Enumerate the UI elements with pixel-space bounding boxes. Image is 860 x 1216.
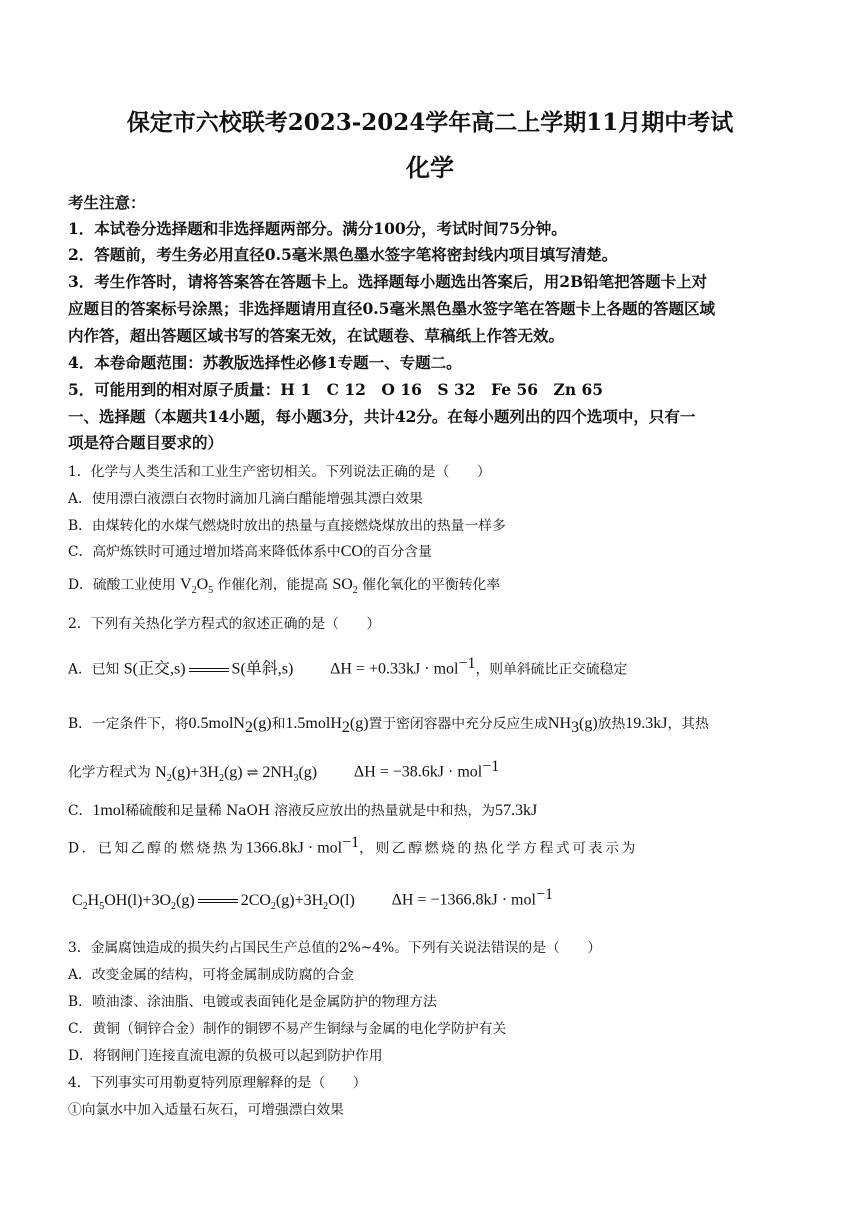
question-1-option-c: C．高炉炼铁时可通过增加塔高来降低体系中CO的百分含量	[68, 543, 432, 560]
question-3-option-d: D．将钢闸门连接直流电源的负极可以起到防护作用	[68, 1048, 383, 1064]
question-3-option-a: A．改变金属的结构，可将金属制成防腐的合金	[68, 967, 354, 983]
notice-item: 3．考生作答时，请将答案答在答题卡上。选择题每小题选出答案后，用2B铅笔把答题卡上对	[68, 272, 708, 291]
notice-heading: 考生注意：	[68, 193, 146, 212]
exam-title: 保定市六校联考2023-2024学年高二上学期11月期中考试	[126, 109, 734, 136]
question-2-option-a: A．已知 S(正交,s) S(单斜,s) ΔH = +0.33kJ · mol$^{-1}$，则单斜硫比正交硫稳定	[68, 655, 628, 678]
equals-arrow	[198, 899, 238, 903]
formula-so2: $SO_2$	[332, 576, 358, 597]
enthalpy-value: ΔH = +0.33kJ · mol	[330, 660, 459, 678]
section-heading: 一、选择题（本题共14小题，每小题3分，共计42分。在每小题列出的四个选项中，只有一	[68, 407, 696, 426]
question-1-stem: 1．化学与人类生活和工业生产密切相关。下列说法正确的是（ ）	[68, 464, 491, 480]
notice-item: 应题目的答案标号涂黑；非选择题请用直径0.5毫米黑色墨水签字笔在答题卡上各题的答题区域	[68, 299, 715, 318]
formula-v2o5: $V_2O_5$	[180, 576, 214, 597]
reversible-arrow: ⇌	[246, 764, 259, 781]
notice-item: 5．可能用到的相对原子质量：H 1 C 12 O 16 S 32 Fe 56 Zn 65	[68, 380, 604, 399]
question-2-option-c: C．1mol稀硫酸和足量稀 NaOH 溶液反应放出的热量就是中和热，为57.3kJ	[68, 802, 538, 819]
question-2-option-d-line2: $C_2H_5OH(l)+3O_2(g)$ $2CO_2(g)+3H_2O(l) \Delta H = -1366.8kJ \cdot mol^{-1}$	[72, 886, 553, 912]
question-3-option-c: C．黄铜（铜锌合金）制作的铜锣不易产生铜绿与金属的电化学防护有关	[68, 1021, 507, 1037]
question-1-option-a: A．使用漂白液漂白衣物时滴加几滴白醋能增强其漂白效果	[68, 491, 423, 507]
question-2-option-b-line2: 化学方程式为 $N_2(g)+3H_2(g)$ ⇌ $2NH_3(g) \Delta H = -38.6kJ \cdot mol^{-1}$	[68, 758, 500, 784]
exam-subject: 化学	[406, 153, 454, 182]
question-2-option-d-line1: D．已知乙醇的燃烧热为1366.8kJ · mol$^{-1}$，则乙醇燃烧的热化学方程式可表示为	[68, 834, 638, 857]
notice-item: 2．答题前，考生务必用直径0.5毫米黑色墨水签字笔将密封线内项目填写清楚。	[68, 245, 618, 264]
question-4-item-1: ①向氯水中加入适量石灰石，可增强漂白效果	[68, 1102, 344, 1118]
equals-arrow	[189, 668, 229, 672]
equation-rhs: S(单斜,s)	[231, 660, 294, 678]
question-3-option-b: B．喷油漆、涂油脂、电镀或表面钝化是金属防护的物理方法	[68, 994, 437, 1010]
equation-lhs: S(正交,s)	[123, 660, 186, 678]
question-2-option-b-line1: B．一定条件下，将0.5molN$_2$(g)和1.5molH$_2$(g)置于密闭容器中充分反应生成$NH_3(g)$放热19.3kJ，其热	[68, 715, 709, 736]
formula-co: CO	[340, 543, 363, 560]
question-4-stem: 4．下列事实可用勒夏特列原理解释的是（ ）	[68, 1075, 367, 1091]
question-1-option-d: D．硫酸工业使用 $V_2O_5$ 作催化剂，能提高 $SO_2$ 催化氧化的平衡转化率	[68, 576, 501, 597]
question-2-stem: 2．下列有关热化学方程式的叙述正确的是（ ）	[68, 616, 381, 632]
notice-item: 1．本试卷分选择题和非选择题两部分。满分100分，考试时间75分钟。	[68, 219, 567, 238]
notice-item: 内作答，超出答题区域书写的答案无效，在试题卷、草稿纸上作答无效。	[68, 326, 565, 345]
question-1-option-b: B．由煤转化的水煤气燃烧时放出的热量与直接燃烧煤放出的热量一样多	[68, 518, 506, 534]
question-3-stem: 3．金属腐蚀造成的损失约占国民生产总值的2%~4%。下列有关说法错误的是（ ）	[68, 940, 602, 956]
section-heading-cont: 项是符合题目要求的）	[68, 433, 224, 452]
notice-item: 4．本卷命题范围：苏教版选择性必修1专题一、专题二。	[68, 353, 462, 372]
